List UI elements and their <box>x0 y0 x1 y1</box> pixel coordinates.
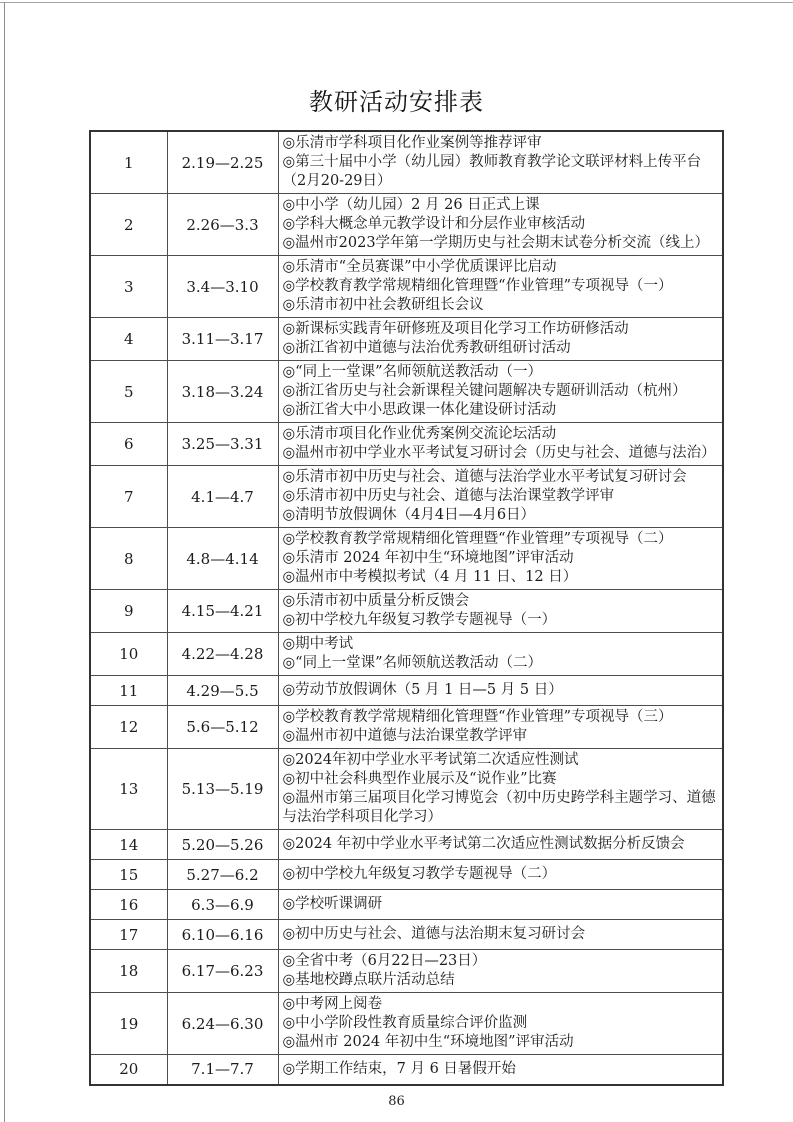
page-border-top <box>0 2 793 3</box>
table-row <box>90 361 723 423</box>
table-row <box>90 890 723 920</box>
activity-item: ◎乐清市初中社会教研组长会议 <box>282 297 484 313</box>
activity-item: ◎乐清市初中历史与社会、道德与法治学业水平考试复习研讨会 <box>282 469 687 485</box>
page-border-left <box>4 2 5 1122</box>
week-number-cell: 19 <box>90 993 167 1055</box>
date-range-cell: 5.27—6.2 <box>167 860 278 890</box>
table-row <box>90 256 723 318</box>
activities-cell <box>278 361 723 423</box>
activity-item: ◎第三十届中小学（幼儿园）教师教育教学论文联评材料上传平台（2月20-29日） <box>282 154 702 189</box>
activity-item: ◎乐清市 2024 年初中生“环境地图”评审活动 <box>282 550 574 566</box>
table-row <box>90 590 723 633</box>
activity-item: ◎乐清市“全员赛课”中小学优质课评比启动 <box>282 259 557 275</box>
activity-item: ◎学校教育教学常规精细化管理暨“作业管理”专项视导（一） <box>282 278 673 294</box>
week-number-cell: 10 <box>90 633 167 676</box>
week-number-cell: 13 <box>90 749 167 830</box>
table-row <box>90 993 723 1055</box>
activities-cell <box>278 423 723 466</box>
activity-item: ◎乐清市项目化作业优秀案例交流论坛活动 <box>282 426 557 442</box>
schedule-table <box>89 130 724 1086</box>
table-row <box>90 1055 723 1085</box>
date-range-cell: 5.13—5.19 <box>167 749 278 830</box>
date-range-cell: 4.22—4.28 <box>167 633 278 676</box>
activity-item: ◎中小学（幼儿园）2 月 26 日正式上课 <box>282 197 540 213</box>
activity-item: ◎浙江省大中小思政课一体化建设研讨活动 <box>282 402 557 418</box>
week-number-cell: 5 <box>90 361 167 423</box>
activities-cell <box>278 706 723 749</box>
activity-item: ◎中考网上阅卷 <box>282 996 383 1012</box>
activity-item: ◎学科大概念单元教学设计和分层作业审核活动 <box>282 216 586 232</box>
date-range-cell: 6.10—6.16 <box>167 920 278 950</box>
table-row <box>90 466 723 528</box>
activities-cell <box>278 131 723 194</box>
date-range-cell: 4.29—5.5 <box>167 676 278 706</box>
week-number-cell: 8 <box>90 528 167 590</box>
date-range-cell: 7.1—7.7 <box>167 1055 278 1085</box>
activities-cell <box>278 633 723 676</box>
table-row <box>90 131 723 194</box>
week-number-cell: 17 <box>90 920 167 950</box>
week-number-cell: 11 <box>90 676 167 706</box>
date-range-cell: 3.4—3.10 <box>167 256 278 318</box>
table-row <box>90 749 723 830</box>
table-row <box>90 318 723 361</box>
activity-item: ◎学校听课调研 <box>282 896 383 912</box>
activity-item: ◎2024 年初中学业水平考试第二次适应性测试数据分析反馈会 <box>282 836 685 852</box>
table-row <box>90 860 723 890</box>
date-range-cell: 2.26—3.3 <box>167 194 278 256</box>
activities-cell <box>278 920 723 950</box>
table-row <box>90 950 723 993</box>
activity-item: ◎初中学校九年级复习教学专题视导（一） <box>282 612 557 628</box>
activities-cell <box>278 256 723 318</box>
activities-cell <box>278 860 723 890</box>
date-range-cell: 5.20—5.26 <box>167 830 278 860</box>
week-number-cell: 20 <box>90 1055 167 1085</box>
activities-cell <box>278 528 723 590</box>
week-number-cell: 12 <box>90 706 167 749</box>
activities-cell <box>278 590 723 633</box>
week-number-cell: 7 <box>90 466 167 528</box>
activities-cell <box>278 830 723 860</box>
activities-cell <box>278 194 723 256</box>
table-row <box>90 676 723 706</box>
activity-item: ◎温州市 2024 年初中生“环境地图”评审活动 <box>282 1034 574 1050</box>
activities-cell <box>278 466 723 528</box>
week-number-cell: 2 <box>90 194 167 256</box>
table-row <box>90 528 723 590</box>
activity-item: ◎浙江省初中道德与法治优秀教研组研讨活动 <box>282 340 571 356</box>
activity-item: ◎温州市初中道德与法治课堂教学评审 <box>282 728 528 744</box>
table-row <box>90 423 723 466</box>
page-number: 86 <box>388 1093 405 1109</box>
week-number-cell: 9 <box>90 590 167 633</box>
table-row <box>90 194 723 256</box>
activity-item: ◎乐清市初中历史与社会、道德与法治课堂教学评审 <box>282 488 615 504</box>
activity-item: ◎乐清市学科项目化作业案例等推荐评审 <box>282 135 542 151</box>
activity-item: ◎“同上一堂课”名师领航送教活动（一） <box>282 364 542 380</box>
activity-item: ◎基地校蹲点联片活动总结 <box>282 972 455 988</box>
date-range-cell: 2.19—2.25 <box>167 131 278 194</box>
activity-item: ◎初中历史与社会、道德与法治期末复习研讨会 <box>282 926 586 942</box>
table-row <box>90 830 723 860</box>
activity-item: ◎“同上一堂课”名师领航送教活动（二） <box>282 655 542 671</box>
activity-item: ◎温州市2023学年第一学期历史与社会期末试卷分析交流（线上） <box>282 235 710 251</box>
table-row <box>90 920 723 950</box>
activities-cell <box>278 1055 723 1085</box>
activity-item: ◎学校教育教学常规精细化管理暨“作业管理”专项视导（二） <box>282 531 673 547</box>
date-range-cell: 5.6—5.12 <box>167 706 278 749</box>
activities-cell <box>278 950 723 993</box>
week-number-cell: 16 <box>90 890 167 920</box>
activity-item: ◎浙江省历史与社会新课程关键问题解决专题研训活动（杭州） <box>282 383 687 399</box>
date-range-cell: 4.15—4.21 <box>167 590 278 633</box>
activities-cell <box>278 993 723 1055</box>
date-range-cell: 6.24—6.30 <box>167 993 278 1055</box>
activity-item: ◎新课标实践青年研修班及项目化学习工作坊研修活动 <box>282 321 629 337</box>
week-number-cell: 3 <box>90 256 167 318</box>
week-number-cell: 15 <box>90 860 167 890</box>
activity-item: ◎学期工作结束，7 月 6 日暑假开始 <box>282 1060 516 1077</box>
week-number-cell: 4 <box>90 318 167 361</box>
activity-item: ◎期中考试 <box>282 636 354 652</box>
activities-cell <box>278 676 723 706</box>
activity-item: ◎中小学阶段性教育质量综合评价监测 <box>282 1015 528 1031</box>
activity-item: ◎温州市中考模拟考试（4 月 11 日、12 日） <box>282 569 578 585</box>
activity-item: ◎清明节放假调休（4月4日—4月6日） <box>282 507 536 523</box>
schedule-table-body <box>90 131 723 1085</box>
activity-item: ◎温州市第三届项目化学习博览会（初中历史跨学科主题学习、道德与法治学科项目化学习） <box>282 790 716 825</box>
activity-item: ◎初中社会科典型作业展示及“说作业”比赛 <box>282 771 557 787</box>
activities-cell <box>278 318 723 361</box>
activity-item: ◎温州市初中学业水平考试复习研讨会（历史与社会、道德与法治） <box>282 445 716 461</box>
date-range-cell: 6.3—6.9 <box>167 890 278 920</box>
activities-cell <box>278 890 723 920</box>
date-range-cell: 3.11—3.17 <box>167 318 278 361</box>
activities-cell <box>278 749 723 830</box>
table-row <box>90 706 723 749</box>
date-range-cell: 4.8—4.14 <box>167 528 278 590</box>
date-range-cell: 6.17—6.23 <box>167 950 278 993</box>
date-range-cell: 3.25—3.31 <box>167 423 278 466</box>
page-title: 教研活动安排表 <box>309 88 484 116</box>
table-row <box>90 633 723 676</box>
activity-item: ◎全省中考（6月22日—23日） <box>282 953 487 969</box>
activity-item: ◎初中学校九年级复习教学专题视导（二） <box>282 866 557 882</box>
activity-item: ◎乐清市初中质量分析反馈会 <box>282 593 470 609</box>
activity-item: ◎劳动节放假调休（5 月 1 日—5 月 5 日） <box>282 682 563 698</box>
week-number-cell: 14 <box>90 830 167 860</box>
week-number-cell: 18 <box>90 950 167 993</box>
date-range-cell: 4.1—4.7 <box>167 466 278 528</box>
activity-item: ◎2024年初中学业水平考试第二次适应性测试 <box>282 752 579 768</box>
week-number-cell: 1 <box>90 131 167 194</box>
week-number-cell: 6 <box>90 423 167 466</box>
activity-item: ◎学校教育教学常规精细化管理暨“作业管理”专项视导（三） <box>282 709 673 725</box>
date-range-cell: 3.18—3.24 <box>167 361 278 423</box>
